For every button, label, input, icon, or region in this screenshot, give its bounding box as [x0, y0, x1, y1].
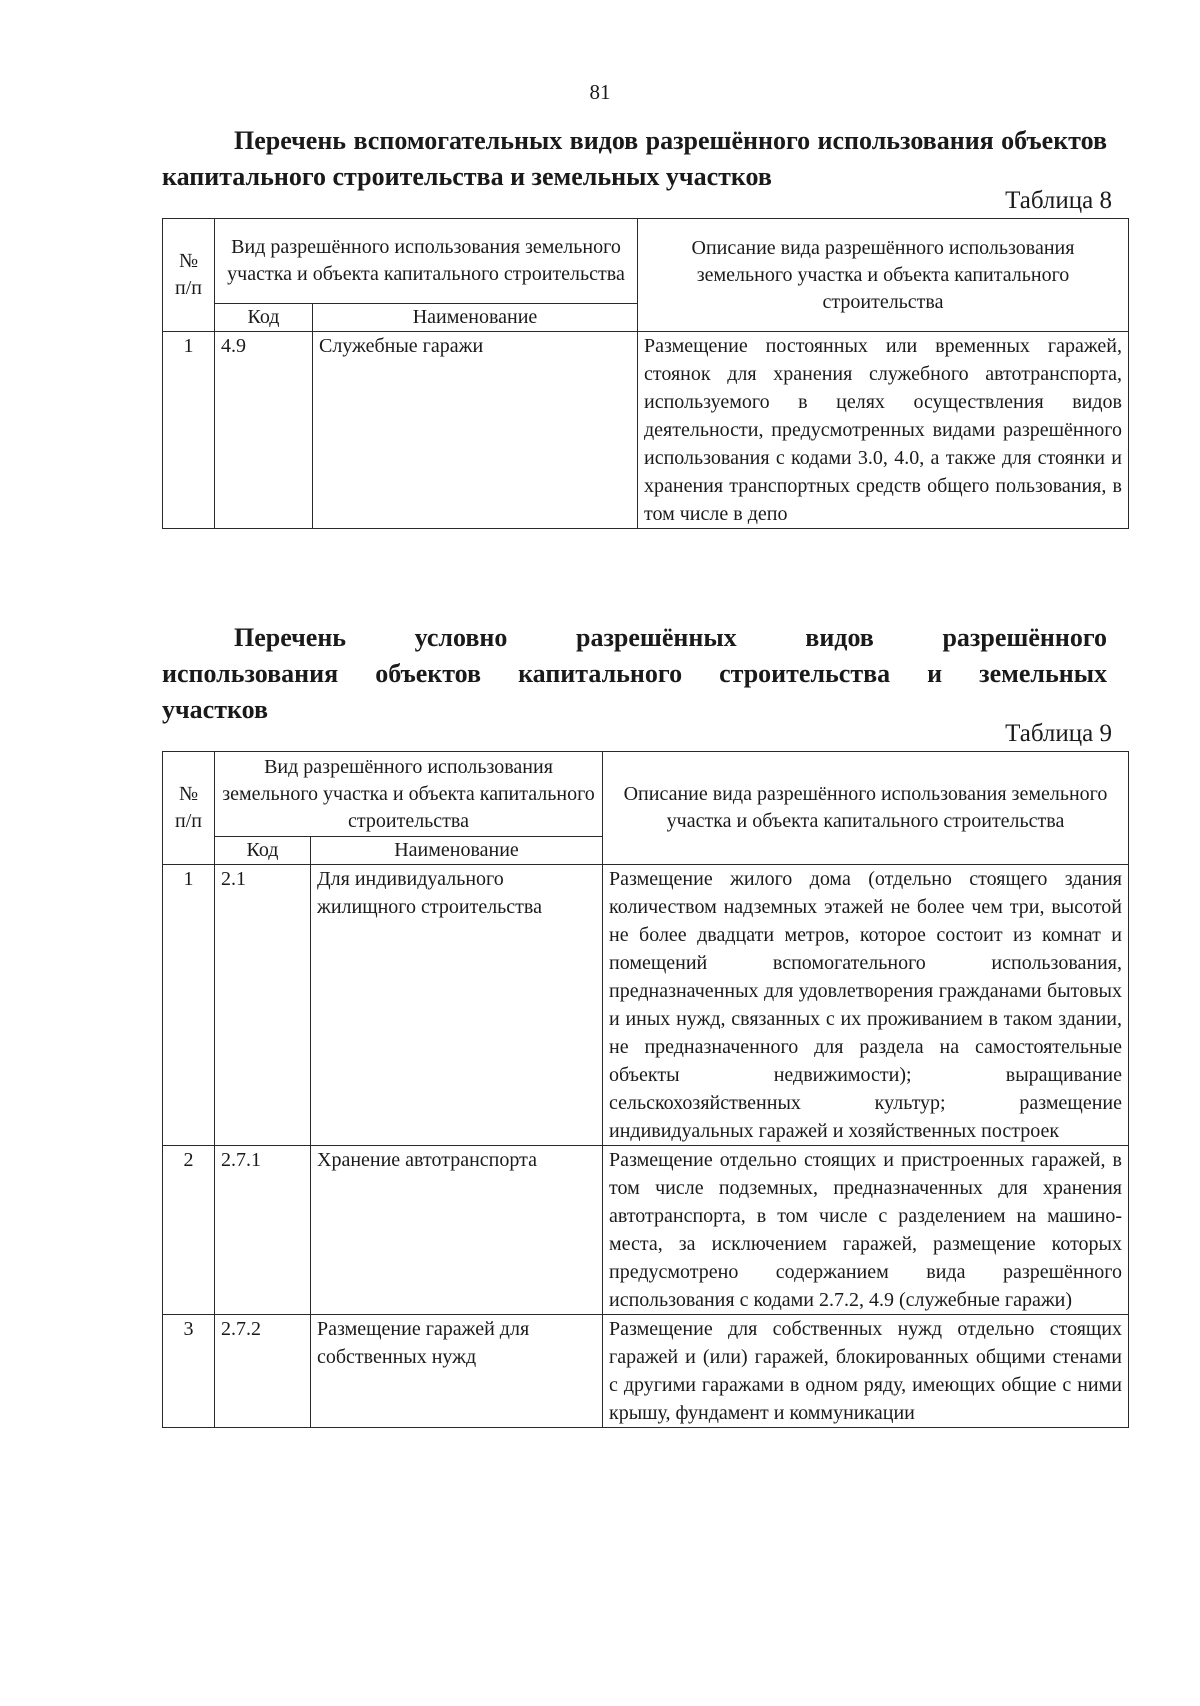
table8 — [162, 218, 1129, 529]
row-name: Служебные гаражи — [313, 332, 638, 529]
table8-caption: Таблица 8 — [1005, 187, 1112, 214]
table8-title: Перечень вспомогательных видов разрешённого использования объектов капитального строительства и земельных участков — [162, 126, 1107, 191]
header-code: Код — [215, 304, 313, 332]
row-num: 2 — [163, 1146, 215, 1315]
header-name: Наименование — [313, 304, 638, 332]
table-row — [163, 865, 1129, 1146]
header-num: № п/п — [163, 752, 215, 865]
row-description: Размещение отдельно стоящих и пристроенных гаражей, в том числе подземных, предназначенных для хранения автотранспорта, в том числе с разделением на машино-места, за исключением гаражей, размещение которых предусмотрено содержанием вида разрешённого использования с кодами 2.7.2, 4.9 (служебные гаражи) — [603, 1146, 1129, 1315]
row-description: Размещение жилого дома (отдельно стоящего здания количеством надземных этажей не более чем три, высотой не более двадцати метров, которое состоит из комнат и помещений вспомогательного использования, предназначенных для удовлетворения гражданами бытовых и иных нужд, связанных с их проживанием в таком здании, не предназначенного для раздела на самостоятельные объекты недвижимости); выращивание сельскохозяйственных культур; размещение индивидуальных гаражей и хозяйственных построек — [603, 865, 1129, 1146]
header-name: Наименование — [311, 837, 603, 865]
page-number: 81 — [589, 80, 611, 104]
row-code: 2.1 — [215, 865, 311, 1146]
row-num: 1 — [163, 332, 215, 529]
row-num: 1 — [163, 865, 215, 1146]
table-row — [163, 1315, 1129, 1428]
table-row — [163, 332, 1129, 529]
row-name: Для индивидуального жилищного строительства — [311, 865, 603, 1146]
header-group: Вид разрешённого использования земельного участка и объекта капитального строительства — [215, 752, 603, 837]
header-code: Код — [215, 837, 311, 865]
row-code: 2.7.1 — [215, 1146, 311, 1315]
header-group: Вид разрешённого использования земельного участка и объекта капитального строительства — [215, 219, 638, 304]
row-num: 3 — [163, 1315, 215, 1428]
header-description: Описание вида разрешённого использования земельного участка и объекта капитального строительства — [603, 752, 1129, 865]
table9-caption: Таблица 9 — [1005, 720, 1112, 747]
header-description: Описание вида разрешённого использования земельного участка и объекта капитального строительства — [638, 219, 1129, 332]
row-code: 4.9 — [215, 332, 313, 529]
table9 — [162, 751, 1129, 1428]
row-code: 2.7.2 — [215, 1315, 311, 1428]
table9-title: Перечень условно разрешённых видов разрешённого использования объектов капитального строительства и земельных участков — [162, 623, 1107, 724]
header-num: № п/п — [163, 219, 215, 332]
row-name: Хранение автотранспорта — [311, 1146, 603, 1315]
table-row — [163, 1146, 1129, 1315]
row-name: Размещение гаражей для собственных нужд — [311, 1315, 603, 1428]
row-description: Размещение постоянных или временных гаражей, стоянок для хранения служебного автотранспорта, используемого в целях осуществления видов деятельности, предусмотренных видами разрешённого использования с кодами 3.0, 4.0, а также для стоянки и хранения транспортных средств общего пользования, в том числе в депо — [638, 332, 1129, 529]
row-description: Размещение для собственных нужд отдельно стоящих гаражей и (или) гаражей, блокированных общими стенами с другими гаражами в одном ряду, имеющих общие с ними крышу, фундамент и коммуникации — [603, 1315, 1129, 1428]
